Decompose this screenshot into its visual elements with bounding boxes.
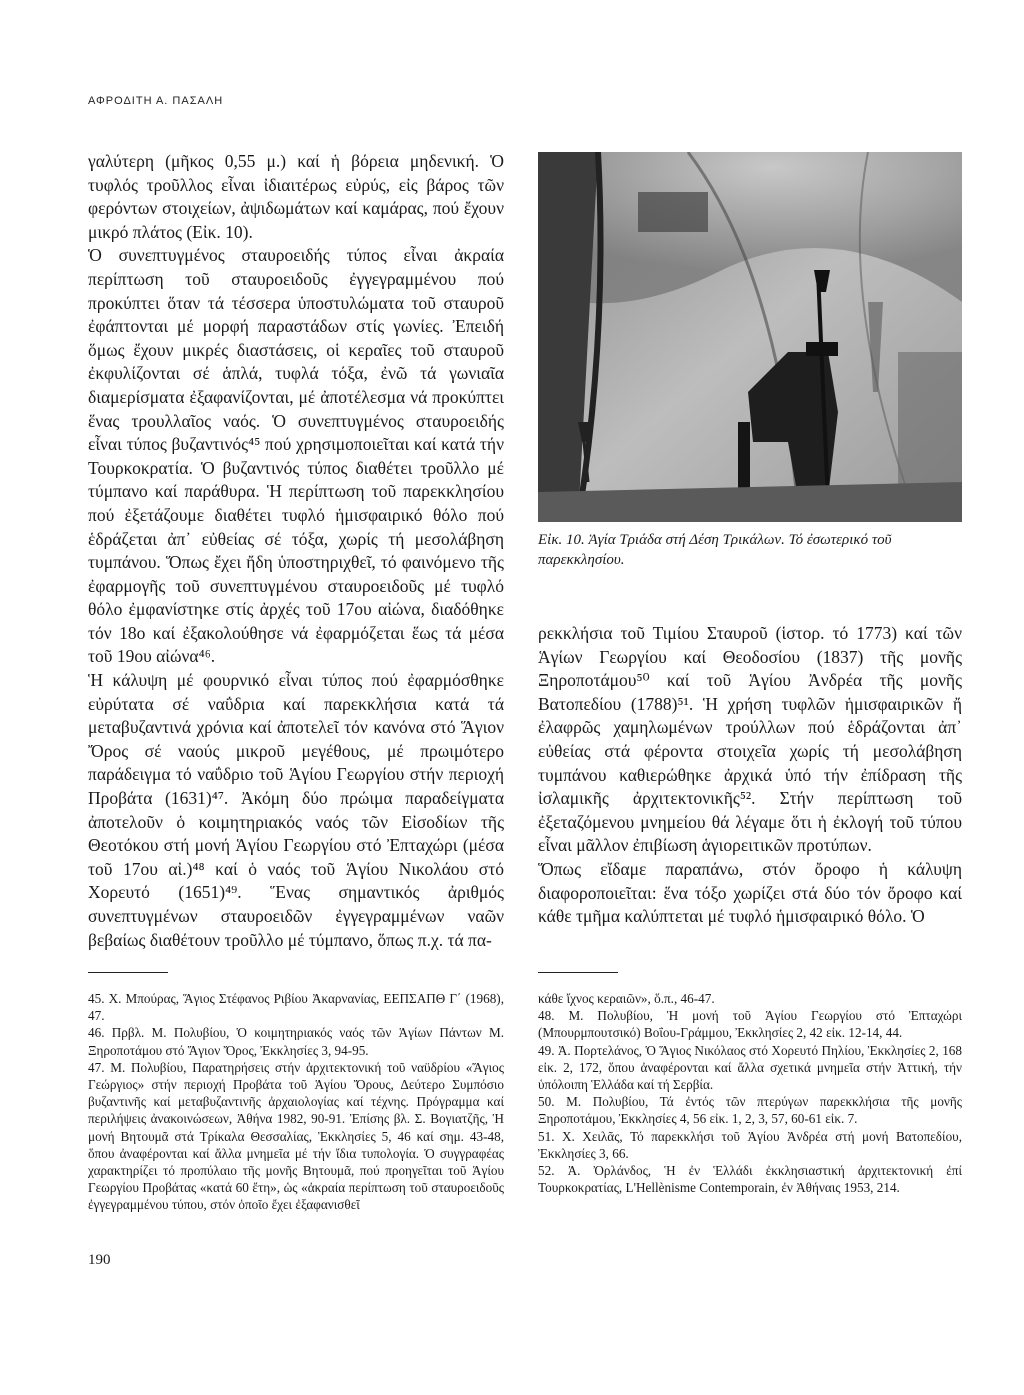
footnote: 49. Ἀ. Πορτελάνος, Ὁ Ἅγιος Νικόλαος στό Χορευτό Πηλίου, Ἐκκλησίες 2, 168 εἰκ. 2, 172, ὅπου ἀναφέρονται καί ἄλλα σχετικά μνημεῖα στήν Ἀττική, τήν ὑπόλοιπη Ἑλλάδα καί τή Σερβία. <box>538 1042 962 1093</box>
footnote: 47. Μ. Πολυβίου, Παρατηρήσεις στήν ἀρχιτεκτονική τοῦ ναϋδρίου «Ἅγιος Γεώργιος» στήν περιοχή Προβάτα τοῦ Ἁγίου Ὄρους, Δεύτερο Συμπόσιο βυζαντινῆς καί μεταβυζαντινῆς ἀρχαιολογίας καί τέχνης. Πρόγραμμα καί περιλήψεις ἀνακοινώσεων, Ἀθήνα 1982, 90-91. Ἐπίσης βλ. Σ. Βογιατζῆς, Ἡ μονή Βητουμᾶ στά Τρίκαλα Θεσσαλίας, Ἐκκλησίες 5, 46 καί σημ. 43-48, ὅπου ἀναφέρονται καί ἄλλα μνημεῖα μέ τήν ἴδια τυπολογία. Ὁ συγγραφέας χαρακτηρίζει τό προπύλαιο τῆς μονῆς Βητουμᾶ, πού προηγεῖται τοῦ Ἁγίου Γεωργίου Προβάτας «κατά 60 ἔτη», ὡς «ἀκραία περίπτωση τοῦ σταυροειδοῦς ἐγγεγραμμένου τύπου, στόν ὁποῖο ἔχει ἐξαφανισθεῖ <box>88 1059 504 1213</box>
figure-caption: Εἰκ. 10. Ἁγία Τριάδα στή Δέση Τρικάλων. Τό ἐσωτερικό τοῦ παρεκκλησίου. <box>538 532 892 568</box>
footnotes-right <box>538 990 962 1196</box>
footnote-rule <box>88 972 168 973</box>
left-column <box>88 150 504 952</box>
footnote-rule <box>538 972 618 973</box>
footnote: 48. Μ. Πολυβίου, Ἡ μονή τοῦ Ἁγίου Γεωργίου στό Ἐπταχώρι (Μπουρμπουτσικό) Βοΐου-Γράμμου, Ἐκκλησίες 2, 42 εἰκ. 12-14, 44. <box>538 1008 962 1041</box>
paragraph: Ὅπως εἴδαμε παραπάνω, στόν ὄροφο ἡ κάλυψη διαφοροποιεῖται: ἕνα τόξο χωρίζει στά δύο τόν ὄροφο καί κάθε τμῆμα καλύπτεται μέ τυφλό ἡμισφαιρικό θόλο. Ὁ <box>538 858 962 927</box>
footnote: 51. Χ. Χειλᾶς, Τό παρεκκλήσι τοῦ Ἁγίου Ἀνδρέα στή μονή Βατοπεδίου, Ἐκκλησίες 3, 66. <box>538 1128 962 1161</box>
footnotes-left <box>88 990 504 1214</box>
page-number: 190 <box>88 1252 111 1268</box>
footnote: 46. Πρβλ. Μ. Πολυβίου, Ὁ κοιμητηριακός ναός τῶν Ἁγίων Πάντων Μ. Ξηροποτάμου στό Ἅγιον Ὄρος, Ἐκκλησίες 3, 94-95. <box>88 1025 504 1058</box>
footnote: 52. Ἀ. Ὀρλάνδος, Ἡ ἐν Ἑλλάδι ἐκκλησιαστική ἀρχιτεκτονική ἐπί Τουρκοκρατίας, L'Hellènisme Contemporain, ἐν Ἀθήναις 1953, 214. <box>538 1163 962 1196</box>
paragraph: γαλύτερη (μῆκος 0,55 μ.) καί ἡ βόρεια μηδενική. Ὁ τυφλός τροῦλλος εἶναι ἰδιαιτέρως εὐρύς, εἰς βάρος τῶν φερόντων στοιχείων, ἀψιδωμάτων καί καμάρας, πού ἔχουν μικρό πλάτος (Εἰκ. 10). <box>88 151 504 242</box>
paragraph: ρεκκλήσια τοῦ Τιμίου Σταυροῦ (ἱστορ. τό 1773) καί τῶν Ἁγίων Γεωργίου καί Θεοδοσίου (1837) τῆς μονῆς Ξηροποτάμου⁵⁰ καί τοῦ Ἁγίου Ἀνδρέα τῆς μονῆς Βατοπεδίου (1788)⁵¹. Ἡ χρήση τυφλῶν ἡμισφαιρικῶν ἤ ἐλαφρῶς χαμηλωμένων τρούλλων πού ἑδράζονται ἀπ᾽ εὐθείας στά φέροντα στοιχεῖα χωρίς τή μεσολάβηση τυμπάνου καθιερώθηκε ἀρχικά ὑπό τήν ἐπίδραση τῆς ἰσλαμικῆς ἀρχιτεκτονικῆς⁵². Στήν περίπτωση τοῦ ἐξεταζόμενου μνημείου θά λέγαμε ὅτι ἡ ἐκλογή τοῦ τύπου εἶναι μᾶλλον ἐπιβίωση ἁγιορειτικῶν προτύπων. <box>538 623 962 856</box>
right-column <box>538 622 962 929</box>
paragraph: Ἡ κάλυψη μέ φουρνικό εἶναι τύπος πού ἐφαρμόσθηκε εὐρύτατα σέ ναΰδρια καί παρεκκλήσια κατά τά μεταβυζαντινά χρόνια καί ἀποτελεῖ τόν κανόνα στό Ἅγιον Ὄρος σέ ναούς μικροῦ μεγέθους, μέ πρωιμότερο παράδειγμα τό ναΰδριο τοῦ Ἁγίου Γεωργίου στήν περιοχή Προβάτα (1631)⁴⁷. Ἀκόμη δύο πρώιμα παραδείγματα ἀποτελοῦν ὁ κοιμητηριακός ναός τῶν Εἰσοδίων τῆς Θεοτόκου στή μονή Ἁγίου Γεωργίου στό Ἐπταχώρι (μέσα τοῦ 17ου αἰ.)⁴⁸ καί ὁ ναός τοῦ Ἁγίου Νικολάου στό Χορευτό (1651)⁴⁹. Ἕνας σημαντικός ἀριθμός συνεπτυγμένων σταυροειδῶν ἐγγεγραμμένων ναῶν βεβαίως διαθέτουν τροῦλλο μέ τύμπανο, ὅπως π.χ. τά πα- <box>88 670 504 950</box>
footnote: 45. Χ. Μπούρας, Ἅγιος Στέφανος Ριβίου Ἀκαρνανίας, ΕΕΠΣΑΠΘ Γ΄ (1968), 47. <box>88 991 504 1024</box>
paragraph: Ὁ συνεπτυγμένος σταυροειδής τύπος εἶναι ἀκραία περίπτωση τοῦ σταυροειδοῦς ἐγγεγραμμένου πού προκύπτει ὅταν τά τέσσερα ὑποστυλώματα τοῦ σταυροῦ ἐφάπτονται μέ μορφή παραστάδων στίς γωνίες. Ἐπειδή ὅμως ἔχουν μικρές διαστάσεις, οἱ κεραῖες τοῦ σταυροῦ ἐκφυλίζονται σέ ἁπλά, τυφλά τόξα, ἐνῶ τά γωνιαῖα διαμερίσματα ἐξαφανίζονται, μέ ἀποτέλεσμα νά προκύπτει ἕνας τρουλλαῖος ναός. Ὁ συνεπτυγμένος σταυροειδής εἶναι τύπος βυζαντινός⁴⁵ πού χρησιμοποιεῖται καί κατά τήν Τουρκοκρατία. Ὁ βυζαντινός τύπος διαθέτει τροῦλλο μέ τύμπανο καί παράθυρα. Ἡ περίπτωση τοῦ παρεκκλησίου πού ἐξετάζουμε διαθέτει τυφλό ἡμισφαιρικό θόλο πού ἑδράζεται ἀπ᾽ εὐθείας σέ τόξα, χωρίς τή μεσολάβηση τυμπάνου. Ὅπως ἔχει ἤδη ὑποστηριχθεῖ, τό φαινόμενο τῆς ἐφαρμογῆς τοῦ συνεπτυγμένου σταυροειδοῦς μέ τυφλό θόλο ἐμφανίστηκε στίς ἀρχές τοῦ 17ου αἰώνα, διαδόθηκε τόν 18ο καί ἐξακολούθησε νά ἐφαρμόζεται ἕως τά μέσα τοῦ 19ου αἰώνα⁴⁶. <box>88 245 504 667</box>
footnote: 50. Μ. Πολυβίου, Τά ἐντός τῶν πτερύγων παρεκκλήσια τῆς μονῆς Ξηροποτάμου, Ἐκκλησίες 4, 56 εἰκ. 1, 2, 3, 57, 60-61 εἰκ. 7. <box>538 1094 962 1127</box>
church-interior-image <box>538 152 962 522</box>
running-head: ΑΦΡΟΔΙΤΗ Α. ΠΑΣΑΛΗ <box>88 95 224 107</box>
footnote: κάθε ἴχνος κεραιῶν», ὅ.π., 46-47. <box>538 991 715 1006</box>
figure-photo <box>538 152 962 522</box>
